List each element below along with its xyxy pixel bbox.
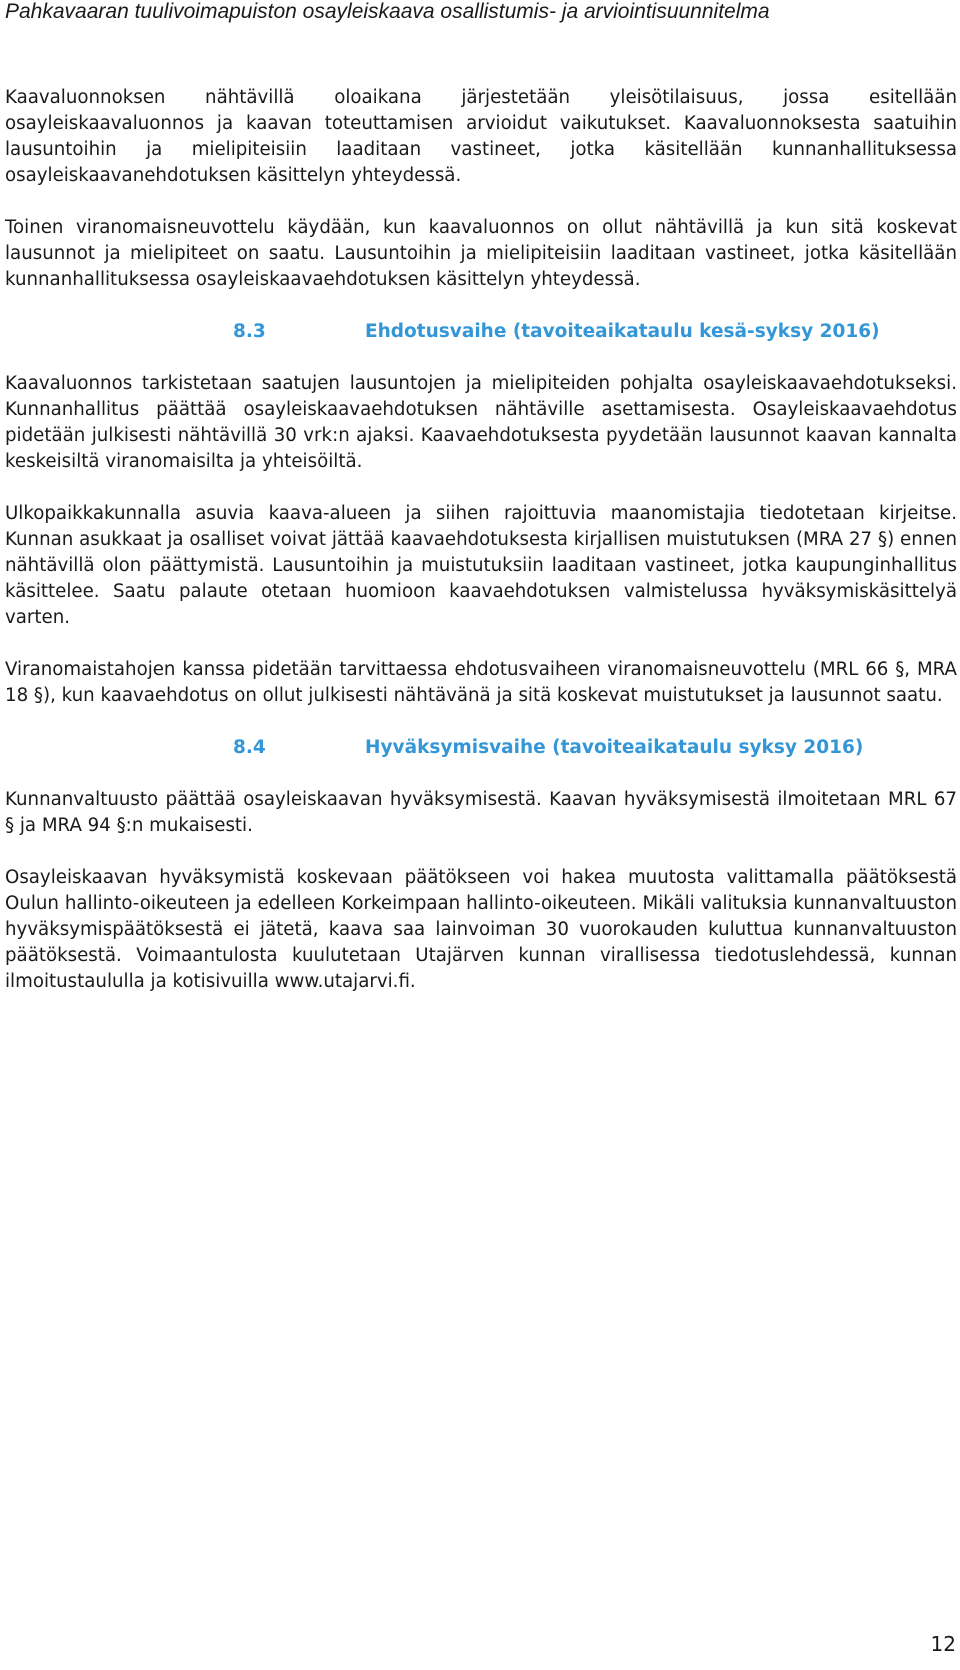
section-heading-8-3: [5, 319, 957, 345]
paragraph: Kaavaluonnos tarkistetaan saatujen lausuntojen ja mielipiteiden pohjalta osayleiskaavaehdotukseksi. Kunnanhallitus päättää osayleiskaavaehdotuksen nähtäville asettamisesta. Osayleiskaavaehdotus pidetään julkisesti nähtävillä 30 vrk:n ajaksi. Kaavaehdotuksesta pyydetään lausunnot kaavan kannalta keskeisiltä viranomaisilta ja yhteisöiltä.: [5, 373, 957, 472]
section-number: 8.4: [233, 737, 266, 758]
paragraph: Viranomaistahojen kanssa pidetään tarvittaessa ehdotusvaiheen viranomaisneuvottelu (MRL 66 §, MRA 18 §), kun kaavaehdotus on ollut julkisesti nähtävänä ja sitä koskevat muistutukset ja lausunnot saatu.: [5, 659, 957, 706]
paragraph: Toinen viranomaisneuvottelu käydään, kun kaavaluonnos on ollut nähtävillä ja kun sitä koskevat lausunnot ja mielipiteet on saatu. Lausuntoihin ja mielipiteisiin laaditaan vastineet, jotka käsitellään kunnanhallituksessa osayleiskaavaehdotuksen käsittelyn yhteydessä.: [5, 217, 957, 290]
page-number: 12: [930, 1632, 956, 1656]
section-title: Hyväksymisvaihe (tavoiteaikataulu syksy 2016): [365, 737, 864, 758]
section-number: 8.3: [233, 321, 266, 342]
section-heading-8-4: [5, 735, 957, 761]
document-body: [5, 85, 957, 1021]
paragraph: Kaavaluonnoksen nähtävillä oloaikana järjestetään yleisötilaisuus, jossa esitellään osayleiskaavaluonnos ja kaavan toteuttamisen arvioidut vaikutukset. Kaavaluonnoksesta saatuihin lausuntoihin ja mielipiteisiin laaditaan vastineet, jotka käsitellään kunnanhallituksessa osayleiskaavanehdotuksen käsittelyn yhteydessä.: [5, 87, 957, 186]
paragraph: Kunnanvaltuusto päättää osayleiskaavan hyväksymisestä. Kaavan hyväksymisestä ilmoitetaan MRL 67 § ja MRA 94 §:n mukaisesti.: [5, 789, 957, 836]
paragraph: Ulkopaikkakunnalla asuvia kaava-alueen ja siihen rajoittuvia maanomistajia tiedotetaan kirjeitse. Kunnan asukkaat ja osalliset voivat jättää kaavaehdotuksesta kirjallisen muistutuksen (MRA 27 §) ennen nähtävillä olon päättymistä. Lausuntoihin ja muistutuksiin laaditaan vastineet, jotka kaupunginhallitus käsittelee. Saatu palaute otetaan huomioon kaavaehdotuksen valmistelussa hyväksymiskäsittelyä varten.: [5, 503, 957, 628]
paragraph: Osayleiskaavan hyväksymistä koskevaan päätökseen voi hakea muutosta valittamalla päätöksestä Oulun hallinto-oikeuteen ja edelleen Korkeimpaan hallinto-oikeuteen. Mikäli valituksia kunnanvaltuuston hyväksymispäätöksestä ei jätetä, kaava saa lainvoiman 30 vuorokauden kuluttua kunnanvaltuuston päätöksestä. Voimaantulosta kuulutetaan Utajärven kunnan virallisessa tiedotuslehdessä, kunnan ilmoitustaululla ja kotisivuilla www.utajarvi.fi.: [5, 867, 957, 992]
document-header-title: Pahkavaaran tuulivoimapuiston osayleiskaava osallistumis- ja arviointisuunnitelma: [5, 0, 770, 23]
section-title: Ehdotusvaihe (tavoiteaikataulu kesä-syksy 2016): [365, 321, 880, 342]
